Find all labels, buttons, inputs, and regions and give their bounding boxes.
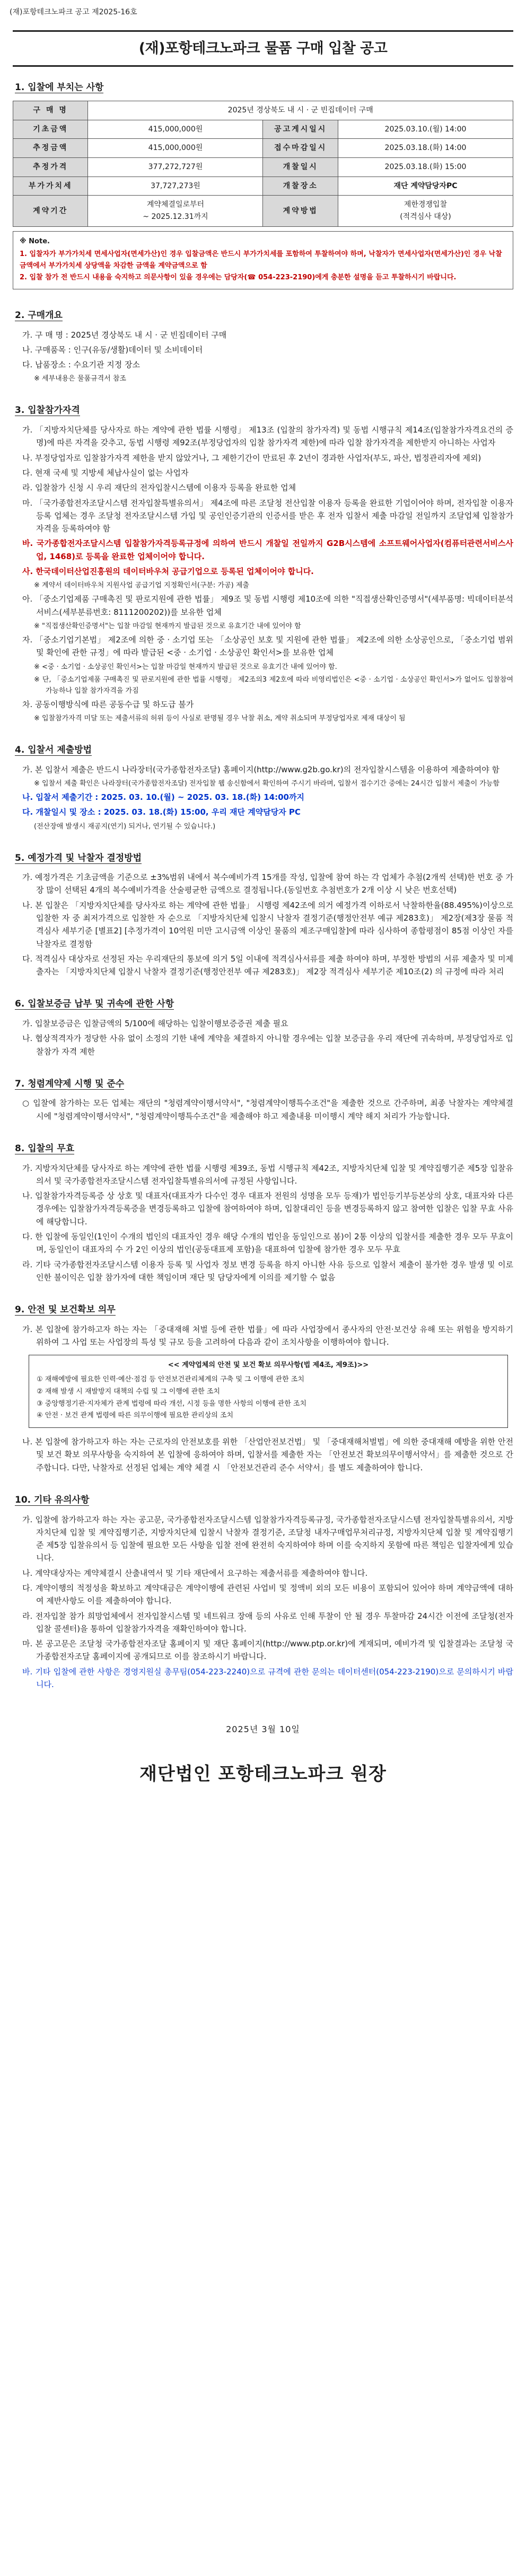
list-item: 마. 「국가종합전자조달시스템 전자입찰특별유의서」 제4조에 따른 조달청 전산입찰 이용자 등록을 완료한 기업이어야 하며, 전자입찰 이용자 등록 업체는 경우 조달청 전자조달시스템 가입 및 공인인증기관의 인증서를 받은 후 전자 입찰서 제출 마감일 전일까지 조달업체 입찰참가자격을 등록하여야 함 (22, 498, 513, 534)
table-header-cell: 접수마감일시 (263, 139, 338, 158)
table-header-cell: 기초금액 (13, 120, 88, 139)
section-integrity (13, 1077, 513, 1123)
table-row (13, 196, 513, 226)
list-item: 나. 협상적격자가 정당한 사유 없이 소정의 기한 내에 계약을 체결하지 아니할 경우에는 입찰 보증금을 우리 재단에 귀속하며, 부정당업자로 입찰참가 자격 제한 (22, 1034, 514, 1056)
table-header-cell: 부가가치세 (13, 177, 88, 196)
section-other-notes (13, 1493, 513, 1691)
list-item: 사. 한국데이터산업진흥원의 데이터바우처 공급기업으로 등록된 업체이어야 합니다. (22, 566, 314, 576)
list-item: 나. 부정당업자로 입찰참가자격 제한을 받지 않았거나, 그 제한기간이 만료된 후 2년이 경과한 사업자(부도, 파산, 법정관리자에 제외) (22, 453, 481, 463)
table-cell: 2025.03.10.(월) 14:00 (338, 120, 513, 139)
list-item: 차. 공동이행방식에 따른 공동수급 및 하도급 불가 (22, 699, 194, 709)
section-title: 1. 입찰에 부치는 사항 (15, 82, 104, 93)
list-item: 가. 본 입찰서 제출은 반드시 나라장터(국가종합전자조달) 홈페이지(http://www.g2b.go.kr)의 전자입찰시스템을 이용하여 제출하여야 함 (22, 764, 499, 774)
list-item: 라. 전자입찰 참가 희망업체에서 전자입찰시스템 및 네트워크 장애 등의 사유로 인해 투찰이 안 될 경우 투찰마감 24시간 이전에 조달청(전자입찰 콜센터)을 통하여 입찰참가자격을 재확인하여야 합니다. (22, 1611, 513, 1634)
safety-obligations-box (29, 1355, 508, 1428)
box-item: ④ 안전 · 보건 관계 법령에 따른 의무이행에 필요한 관리상의 조치 (37, 1411, 234, 1420)
contract-method: 제한경쟁입찰 (404, 200, 448, 209)
table-cell: 2025.03.18.(화) 15:00 (338, 157, 513, 177)
list-item: 라. 입찰참가 신청 시 우리 재단의 전자입찰시스템에 이용자 등록을 완료한 업체 (22, 483, 296, 493)
section-bid-items (13, 81, 513, 289)
table-header-cell: 계약방법 (263, 196, 338, 226)
section-title: 10. 기타 유의사항 (15, 1494, 90, 1505)
list-item: 바. 국가종합전자조달시스템 입찰참가자격등록규정에 의하여 반드시 개찰일 전일까지 G2B시스템에 소프트웨어사업자(컴퓨터관련서비스사업, 1468)로 등록을 완료한 업체이어야 합니다. (22, 539, 513, 561)
table-header-cell: 추정금액 (13, 139, 88, 158)
list-note: ※ 세부내용은 물품규격서 참조 (34, 375, 126, 383)
page-title: (재)포항테크노파크 물품 구매 입찰 공고 (13, 30, 513, 67)
table-row (13, 177, 513, 196)
note-label: ※ Note. (20, 237, 50, 245)
list-item: 가. 입찰에 참가하고자 하는 자는 공고문, 국가종합전자조달시스템 입찰참가자격등록규정, 국가종합전자조달시스템 전자입찰특별유의서, 지방자치단체 입찰 및 계약집행기준, 지방자치단체 입찰시 낙찰자 결정기준, 조달청 내자구매업무처리규정, 지방자치단체 입찰 및 계약집행기준 제5장 입찰유의서 등 입찰에 필요한 모든 사항을 입찰 전에 완전히 숙지하여야 하며 이를 숙지하지 못함에 따른 책임은 입찰자에게 있습니다. (22, 1514, 513, 1563)
table-header-cell: 구 매 명 (13, 101, 88, 120)
list-item: 자. 「중소기업기본법」 제2조에 의한 중 · 소기업 또는 「소상공인 보호 및 지원에 관한 법률」 제2조에 의한 소상공인으로, 「중소기업 범위 및 확인에 관한 규정」에 따라 발급된 <중 · 소기업 · 소상공인 확인서>를 보유한 업체 (22, 634, 513, 658)
table-cell: 2025.03.18.(화) 14:00 (338, 139, 513, 158)
note-item: 1. 입찰자가 부가가치세 면세사업자(면세가산)인 경우 입찰금액은 반드시 부가가치세를 포함하여 투찰하여야 하며, 낙찰자가 면세사업자(면세가산)인 경우 낙찰금액에서 부가가치세 상당액을 차감한 금액을 계약금액으로 함 (20, 250, 502, 270)
list-note: ※ <중 · 소기업 · 소상공인 확인서>는 입찰 마감일 현재까지 발급된 것으로 유효기간 내에 있어야 함. (34, 663, 337, 671)
section-price-award (13, 851, 513, 978)
table-cell: 2025년 경상북도 내 시 · 군 빈집데이터 구매 (88, 101, 513, 120)
table-header-cell: 계약기간 (13, 196, 88, 226)
note-box (13, 231, 513, 289)
list-item: 나. 입찰참가자격등록증 상 상호 및 대표자(대표자가 다수인 경우 대표자 전원의 성명을 모두 등재)가 법인등기부등본상의 상호, 대표자와 다른 경우에는 입찰참가자격등록증을 변경등록하고 입찰에 참여하여야 하며, 입찰대리인 등을 변경등록하지 않고 참여한 입찰은 입찰 무효 사유에 해당합니다. (22, 1191, 513, 1227)
list-item: 가. 본 입찰에 참가하고자 하는 자는 「중대재해 처벌 등에 관한 법률」에 따라 사업장에서 종사자의 안전·보건상 유해 또는 위험을 방지하기 위하여 그 사업 또는 사업장의 특성 및 규모 등을 고려하여 다음과 같이 조치사항을 이행하여야 합니다. (22, 1324, 513, 1347)
list-note: ※ 계약서 데이터바우처 지원사업 공급기업 지정확인서(구분: 가공) 제출 (34, 581, 249, 590)
table-cell: 377,272,727원 (88, 157, 263, 177)
table-cell (88, 196, 263, 226)
table-cell: 415,000,000원 (88, 120, 263, 139)
table-cell (338, 196, 513, 226)
list-item: 나. 구매품목 : 인구(유동/생활)데이터 및 소비데이터 (22, 345, 203, 355)
section-title: 9. 안전 및 보건확보 의무 (15, 1304, 116, 1316)
list-item: 다. 현재 국세 및 지방세 체납사실이 없는 사업자 (22, 467, 189, 478)
section-safety (13, 1303, 513, 1474)
list-item: 가. 예정가격은 기초금액을 기준으로 ±3%범위 내에서 복수예비가격 15개를 작성, 입찰에 참여 하는 각 업체가 추첨(2개씩 선택)한 번호 중 가장 많이 선택된 4개의 복수예비가격을 산술평균한 금액으로 결정됩니다.(동일번호 추첨번호가 2개 이상 시 낮은 번호선택) (22, 872, 513, 895)
section-title: 5. 예정가격 및 낙찰자 결정방법 (15, 852, 142, 863)
box-item: ② 재해 발생 시 재발방지 대책의 수립 및 그 이행에 관한 조치 (37, 1387, 220, 1396)
contract-period-end: ~ 2025.12.31까지 (143, 212, 208, 221)
section-title: 6. 입찰보증금 납부 및 귀속에 관한 사항 (15, 999, 174, 1010)
box-title: << 계약업체의 안전 및 보건 확보 의무사항(법 제4조, 제9조)>> (168, 1361, 369, 1370)
section-title: 8. 입찰의 무효 (15, 1143, 75, 1154)
list-item: 가. 구 매 명 : 2025년 경상북도 내 시 · 군 빈집데이터 구매 (22, 330, 227, 340)
list-item: 다. 계약이행의 적정성을 확보하고 계약대금은 계약이행에 관련된 사업비 및 정액비 외의 모든 비용이 포함되어 있어야 하며 계약금액에 대하여 제반사항도 이를 제출하여야 합니다. (22, 1583, 513, 1606)
section-title: 4. 입찰서 제출방법 (15, 745, 92, 756)
list-item: 나. 계약대상자는 계약체결시 산출내역서 및 기타 재단에서 요구하는 제출서류를 제출하여야 합니다. (22, 1568, 368, 1578)
table-row (13, 139, 513, 158)
list-item: 가. 입찰보증금은 입찰금액의 5/100에 해당하는 입찰이행보증증권 제출 필요 (22, 1019, 288, 1028)
section-bid-bond (13, 997, 513, 1057)
note-item: 2. 입찰 참가 전 반드시 내용을 숙지하고 의문사항이 있을 경우에는 담당자(☎ 054-223-2190)에게 충분한 설명을 듣고 투찰하시기 바랍니다. (20, 273, 457, 281)
section-title: 3. 입찰참가자격 (15, 405, 80, 416)
list-item: 나. 입찰서 제출기간 : 2025. 03. 10.(월) ~ 2025. 03. 18.(화) 14:00까지 (22, 792, 304, 802)
list-item: 다. 적격심사 대상자로 선정된 자는 우리재단의 통보에 의거 5일 이내에 적격심사서류를 제출 하여야 하며, 부정한 방법의 서류 제출자 및 미제출자는 「지방자치단체 입찰시 낙찰자 결정기준(행정안전부 예규 제283호)」 제2장 적격심사 세부기준 제10조(2) 의 규정에 따라 처리 (22, 954, 513, 977)
list-item: 라. 기타 국가종합전자조달시스템 이용자 등록 및 사업자 정보 변경 등록을 하지 아니한 사유 등으로 입찰서 제출이 불가한 경우 발생 및 이로 인한 불이익은 입찰 참가자에 대한 책임이며 재단 및 담당자에게 이의를 제기할 수 없음 (22, 1259, 513, 1282)
table-row (13, 120, 513, 139)
list-note: ※ 입찰참가자격 미달 또는 제출서류의 허위 등이 사실로 판명될 경우 낙찰 취소, 계약 취소되며 부정당업자로 제재 대상이 됨 (34, 714, 406, 722)
table-row (13, 101, 513, 120)
list-note: ※ 단, 「중소기업제품 구매촉진 및 판로지원에 관한 법률 시행령」 제2조의3 제2호에 따라 비영리법인은 <중 · 소기업 · 소상공인 확인서>가 없어도 입찰참여 가능하나 입찰 참가자격을 가짐 (34, 675, 513, 695)
list-item: 바. 기타 입찰에 관한 사항은 경영지원실 총무팀(054-223-2240)으로 규격에 관한 문의는 데이터센터(054-223-2190)으로 문의하시기 바랍니다. (22, 1666, 513, 1690)
notice-number: (재)포항테크노파크 공고 제2025-16호 (10, 8, 137, 16)
list-item: 아. 「중소기업제품 구매촉진 및 판로지원에 관한 법률」 제9조 및 동법 시행령 제10조에 의한 "직접생산확인증명서"(세부품명: 빅데이터분석서비스(세부분류번호: 8111200202))를 보유한 업체 (22, 594, 513, 617)
table-cell: 37,727,273원 (88, 177, 263, 196)
table-header-cell: 공고게시일시 (263, 120, 338, 139)
section-invalid-bids (13, 1142, 513, 1284)
box-item: ③ 중앙행정기관·지자체가 관계 법령에 따라 개선, 시정 등을 명한 사항의 이행에 관한 조치 (37, 1399, 307, 1408)
list-item: ○ 입찰에 참가하는 모든 업체는 재단의 "청렴계약이행서약서", "청렴계약이행특수조건"을 제출한 것으로 간주하며, 최종 낙찰자는 계약체결 시에 "청렴계약이행서약서", "청렴계약이행특수조건"을 제출해야 하고 제출내용 미이행시 계약 해지 처리가 가능합니다. (22, 1098, 513, 1121)
table-cell: 재단 계약담당자PC (338, 177, 513, 196)
list-note: ※ 입찰서 제출 확인은 나라장터(국가종합전자조달) 전자입찰 웹 송신함에서 확인하여 주시기 바라며, 입찰서 접수기간 중에는 24시간 입찰서 제출이 가능함 (34, 779, 499, 788)
list-note: (전산장애 발생시 재공지(연기) 되거나, 연기될 수 있습니다.) (34, 822, 216, 831)
section-title: 2. 구매개요 (15, 310, 63, 321)
list-item: 다. 납품장소 : 수요기관 지정 장소 (22, 360, 141, 370)
list-item: 다. 한 입찰에 동일인(1인이 수개의 법인의 대표자인 경우 해당 수개의 법인을 동일인으로 봄)이 2통 이상의 입찰서를 제출한 경우 모두 무효이며, 동일인이 대표자의 수 가 2인 이상의 법인(공동대표제 포함)을 대표하여 입찰에 참가한 경우 모두 무효 (22, 1232, 513, 1255)
notice-date: 2025년 3월 10일 (226, 1724, 300, 1735)
table-header-cell: 추정가격 (13, 157, 88, 177)
section-purchase-overview (13, 308, 513, 384)
section-submission (13, 743, 513, 832)
section-eligibility (13, 403, 513, 724)
list-item: 나. 본 입찰에 참가하고자 하는 자는 근로자의 안전보호를 위한 「산업안전보건법」 및 「중대재해처벌법」에 의한 중대재해 예방을 위한 안전 및 보건 확보 의무사항을 숙지하여 본 입찰에 응하여야 하며, 입찰서를 제출한 자는 「안전보건 확보의무이행서약서」를 제출한 것으로 간주합니다. 다만, 낙찰자로 선정된 업체는 계약 체결 시 「안전보건관리 준수 서약서」를 별도 제출하여야 합니다. (22, 1437, 513, 1472)
list-item: 마. 본 공고문은 조달청 국가종합전자조달 홈페이지 및 재단 홈페이지(http://www.ptp.or.kr)에 게재되며, 예비가격 및 입찰결과는 조달청 국가종합전자조달 홈페이지에 공개되므로 이를 참조하시기 바랍니다. (22, 1639, 513, 1662)
table-header-cell: 개찰일시 (263, 157, 338, 177)
list-item: 가. 지방자치단체를 당사자로 하는 계약에 관한 법률 시행령 제39조, 동법 시행규칙 제42조, 지방자치단체 입찰 및 계약집행기준 제5장 입찰유의서 및 국가종합전자조달시스템 전자입찰특별유의서에 규정된 사항입니다. (22, 1163, 513, 1186)
box-item: ① 재해예방에 필요한 인력·예산·점검 등 안전보건관리체계의 구축 및 그 이행에 관한 조치 (37, 1375, 304, 1384)
issuer-signature: 재단법인 포항테크노파크 원장 (139, 1763, 387, 1785)
contract-period-start: 계약체결일로부터 (146, 200, 205, 209)
list-item: 가. 「지방자치단체를 당사자로 하는 계약에 관한 법률 시행령」 제13조 (입찰의 참가자격) 및 동법 시행규칙 제14조(입찰참가자격요건의 증명)에 따른 자격을 갖추고, 동법 시행령 제92조(부정당업자의 입찰 참가자격 제한)에 따라 입찰 참가자격을 제한받지 아니하는 사업자 (22, 425, 513, 448)
table-header-cell: 개찰장소 (263, 177, 338, 196)
bid-overview-table (13, 101, 513, 227)
list-item: 나. 본 입찰은 「지방자치단체를 당사자로 하는 계약에 관한 법률」 시행령 제42조에 의거 예정가격 이하로서 낙찰하한율(88.495%)이상으로 입찰한 자 중 최저가격으로 입찰한 자 순으로 「지방자치단체 입찰시 낙찰자 결정기준(행정안전부 예규 제283호)」 제2장(제3장 물품 적격심사 세부기준 [별표2] [추정가격이 10억원 미만 고시금액 이상인 물품의 제조구매입찰]에 따라 심사하여 종합평점이 85점 이상인 자를 낙찰자로 결정함 (22, 900, 513, 949)
table-row (13, 157, 513, 177)
list-note: ※ "직접생산확인증명서"는 입찰 마감일 현재까지 발급된 것으로 유효기간 내에 있어야 함 (34, 622, 301, 630)
table-cell: 415,000,000원 (88, 139, 263, 158)
contract-method-note: (적격심사 대상) (400, 212, 451, 221)
section-title: 7. 청렴계약제 시행 및 준수 (15, 1078, 125, 1089)
list-item: 다. 개찰일시 및 장소 : 2025. 03. 18.(화) 15:00, 우리 재단 계약담당자 PC (22, 807, 301, 817)
